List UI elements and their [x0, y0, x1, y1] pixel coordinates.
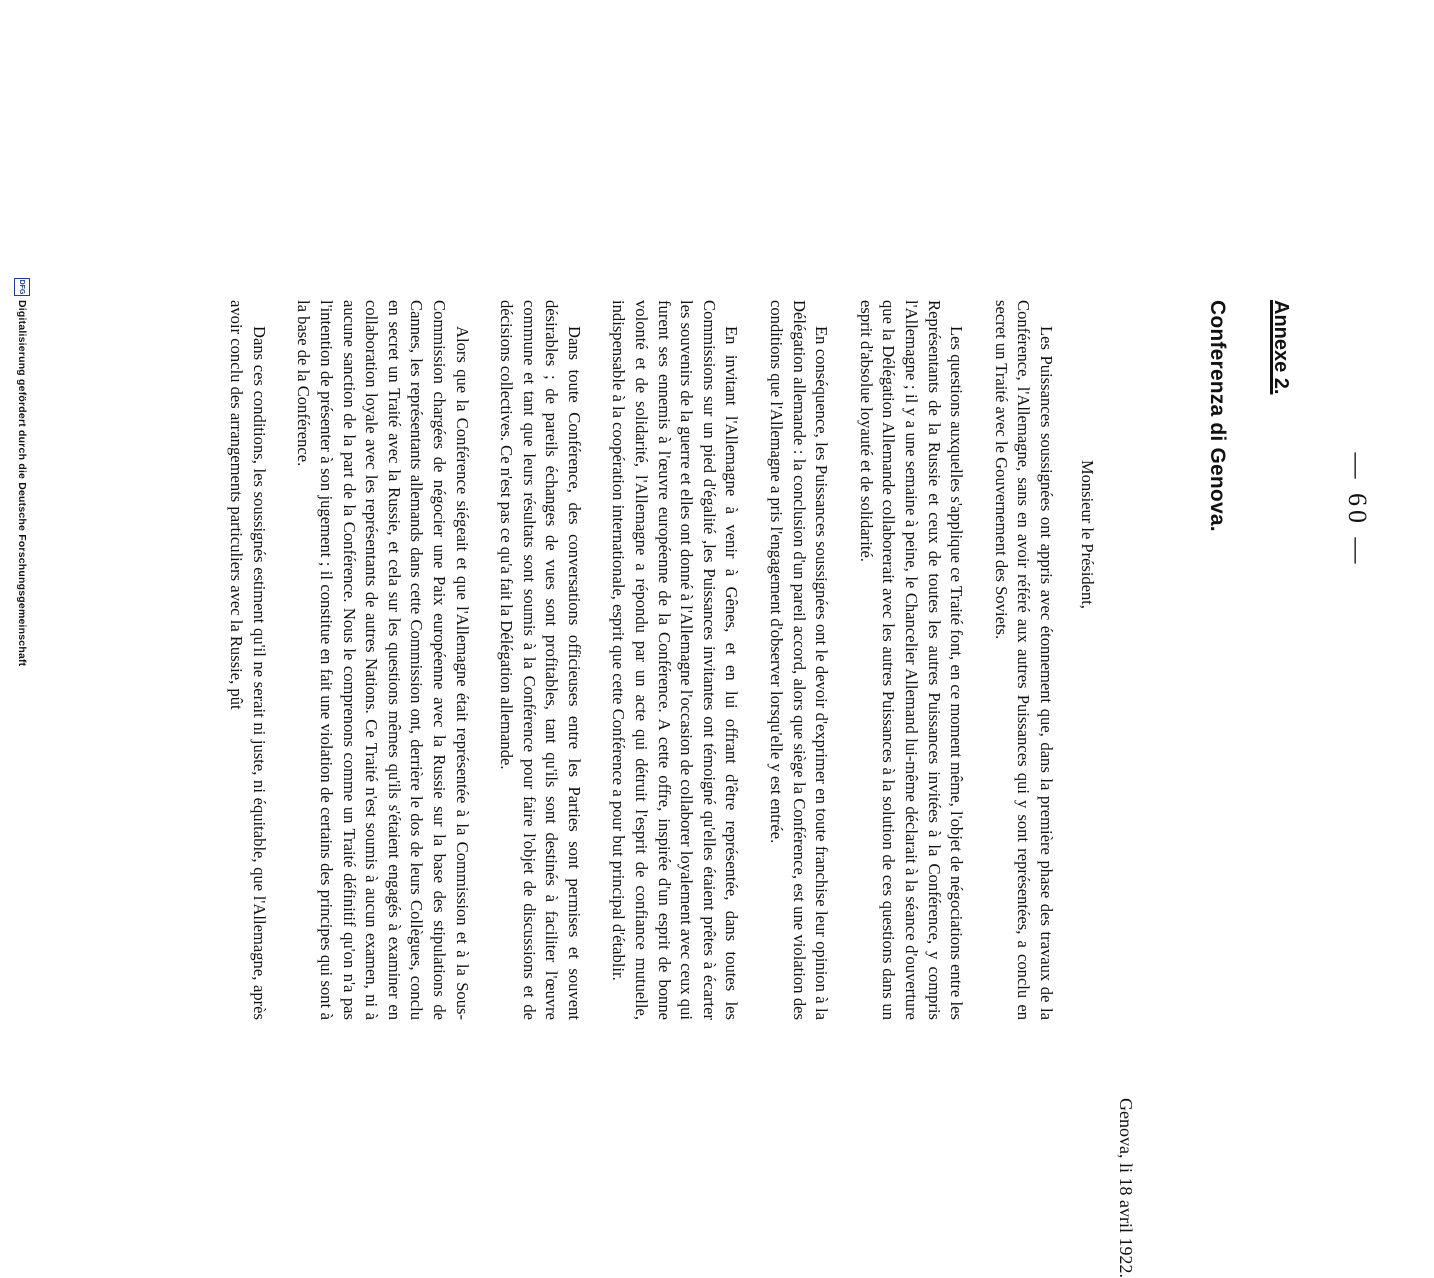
- paragraph-5: Dans toute Conférence, des conversations officieuses entre les Parties sont permises et souvent désirables ; de pareils échanges de vues sont profitables, tant qu'ils sont destinés à faciliter l'œuvre commune et tant que leurs résultats sont soumis à la Conférence pour faire l'objet de discussions et de décisions collectives. Ce n'est pas ce qu'a fait la Délégation allemande.: [497, 300, 584, 1020]
- letter-greeting: Monsieur le Président,: [1078, 460, 1097, 609]
- annex-label: Annexe 2.: [1270, 300, 1292, 395]
- paragraph-1: Les Puissances soussignées ont appris avec étonnement que, dans la première phase des travaux de la Conférence, l'Allemagne, sans en avoir référé aux autres Puissances qui y sont représentées, a conclu en secret un Traité avec le Gouvernement des Soviets.: [991, 300, 1056, 1020]
- paragraph-7: Dans ces conditions, les soussignés estiment qu'il ne serait ni juste, ni équitable, que l'Allemagne, après avoir conclu des arrangements particuliers avec la Russie, pût: [227, 300, 269, 1020]
- digitization-note: Digitalisierung gefördert durch die Deutsche Forschungsgemeinschaft: [16, 300, 28, 667]
- letter-body: [225, 300, 1057, 1020]
- conference-title: Conferenza di Genova.: [1206, 300, 1229, 532]
- page-number: — 60 —: [1343, 452, 1372, 568]
- letter-dateline: Genova, li 18 avril 1922.: [1116, 1098, 1136, 1278]
- dfg-logo-icon: DFG: [14, 278, 30, 296]
- paragraph-3: En conséquence, les Puissances soussignées ont le devoir d'exprimer en toute franchise leur opinion à la Délégation allemande : la conclusion d'un pareil accord, alors que siège la Conférence, est une violation des conditions que l'Allemagne a pris l'engagement d'observer lorsqu'elle y est entrée.: [767, 300, 832, 1020]
- paragraph-6: Alors que la Conférence siégeait et que l'Allemagne était représentée à la Commission et à la Sous-Commission chargées de négocier une Paix européenne avec la Russie sur la base des stipulations de Cannes, les représentants allemands dans cette Commission ont, derrière le dos de leurs Collègues, conclu en secret un Traité avec la Russie, et cela sur les questions mêmes qu'ils s'étaient engagés à examiner en collaboration loyale avec les représentants de autres Nations. Ce Traité n'est soumis à aucun examen, ni à aucune sanction de la part de la Conférence. Nous le comprenons comme un Traité définitif qu'on n'a pas l'intention de présenter à son jugement ; il constitue en fait une violation de certains des principes qui sont à la base de la Conférence.: [294, 300, 472, 1020]
- paragraph-2: Les questions auxquelles s'applique ce Traité font, en ce moment même, l'objet de négociations entre les Représentants de la Russie et ceux de toutes les autres Puissances invitées à la Conférence, y compris l'Allemagne ; il y a une semaine à peine, le Chancelier Allemand lui-même déclarait à la séance d'ouverture que la Délégation Allemande collaborerait avec les autres Puissances à la solution de ces questions dans un esprit d'absolue loyauté et de solidarité.: [856, 300, 967, 1020]
- paragraph-4: En invitant l'Allemagne à venir à Gênes, et en lui offrant d'être représentée, dans toutes les Commissions sur un pied d'égalité ,les Puissances invitantes ont témoigné qu'elles étaient prêtes à écarter les souvenirs de la guerre et elles ont donné à l'Allemagne l'occasion de collaborer loyalement avec ceux qui furent ses ennemis à l'œuvre européenne de la Conférence. A cette offre, inspirée d'un esprit de bonne volonté et de solidarité, l'Allemagne a répondu par un acte qui détruit l'esprit de confiance mutuelle, indispensable à la coopération internationale, esprit que cette Conférence a pour but principal d'établir.: [609, 300, 742, 1020]
